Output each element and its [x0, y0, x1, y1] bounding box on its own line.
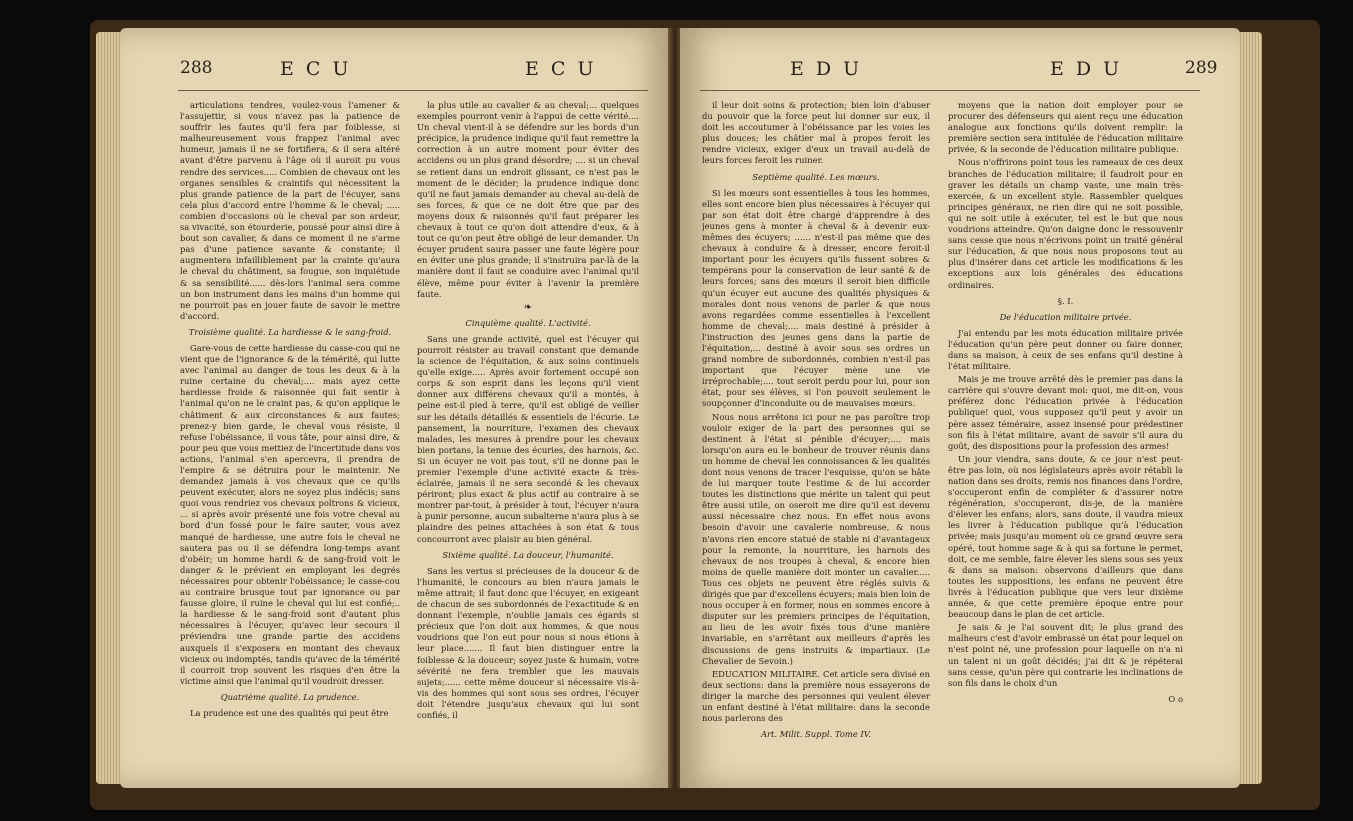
left-running-title-1: E C U	[280, 58, 352, 80]
left-page-number: 288	[180, 58, 213, 78]
section-heading: Septième qualité. Les mœurs.	[752, 171, 880, 182]
right-page-number: 289	[1185, 58, 1218, 78]
paragraph: Nous nous arrêtons ici pour ne pas paroître trop vouloir exiger de la part des personnes qui se destinent à l'état si pénible d'écuyer;.... mais lorsqu'on aura eu le bonheur de trouver réunis dans un homme de cheval les connoissances & les qualités dont nous venons de tracer l'esquisse, qu'on se hâte de lui marquer toute l'estime & de lui accorder toutes les distinctions que mérite un talent qui peut être aussi utile, on oseroit me dire qu'il est devenu aussi nécessaire chez nous. En effet nous avons besoin d'avoir une cavalerie nombreuse, & nous n'avons rien encore statué de stable ni d'avantageux pour la remonte, la nourriture, les harnois des chevaux de nos troupes à cheval, & encore bien moins de quelle manière doit monter un cavalier..... Tous ces objets ne peuvent être réglés suivis & dirigés que par d'excellens écuyers; mais bien loin de nous occuper à en former, nous en sommes encore à disputer sur les premiers principes de l'équitation, au lieu de les avoir fixés tous d'une manière invariable, en s'arrêtant aux meilleurs d'après les discussions de gens instruits & impartiaux. (Le Chevalier de Sevoin.)	[702, 411, 930, 666]
paragraph: Gare-vous de cette hardiesse du casse-cou qui ne vient que de l'ignorance & de la témérité, qui lutte avec l'animal au danger de tous les deux & à la ruine certaine du cheval;.... mais ayez cette hardiesse froide & raisonnée qui fait sentir à l'animal qu'on ne le craint pas, & qu'on applique le châtiment & aux circonstances & aux fautes; prenez-y bien garde, le cheval vous résiste, il refuse l'obéissance, il vous tâte, pour ainsi dire, & pour peu que vous mettiez de l'incertitude dans vos actions, l'animal s'en apercevra, il prendra de l'empire & se détruira pour le maintenir. Ne demandez jamais à vos chevaux que ce qu'ils peuvent exécuter, alors ne soyez plus indécis; sans quoi vous rendriez vos chevaux poltrons & vicieux, ... si après avoir présenté une fois votre cheval au bord d'un fossé pour le faire sauter, vous avez manqué de hardiesse, une autre fois le cheval ne sautera pas ou il se défendra long-temps avant d'obéir; un homme hardi & de sang-froid voit le danger & le prévient en employant les degrés nécessaires pour obtenir l'obéissance; le casse-cou au contraire brusque tout par ignorance ou par fausse gloire, il ruine le cheval qui lui est confié;.. la hardiesse & le sang-froid sont d'autant plus nécessaires à l'écuyer, qu'avec leur secours il préviendra une grande partie des accidens auxquels il s'exposera en montant des chevaux vicieux ou indomptés, tandis qu'avec de la témérité il courroit trop souvent les risques d'en être la victime ainsi que l'animal qu'il voudroit dresser.	[180, 342, 400, 686]
left-page-header	[120, 58, 670, 84]
section-heading: Sixième qualité. La douceur, l'humanité.	[442, 549, 614, 560]
paragraph: Sans une grande activité, quel est l'écuyer qui pourroit résister au travail constant que demande la science de l'équitation, & aux soins continuels qu'elle exige..... Après avoir fortement occupé son corps & son esprit dans les leçons qu'il vient donner aux différens chevaux qu'il a montés, à peine est-il pied à terre, qu'il est obligé de veiller sur les détails détaillés & essentiels de l'écurie. Le pansement, la nourriture, l'examen des chevaux malades, les mesures à prendre pour les chevaux bien portans, la tenue des écuries, des harnois, &c. Si un écuyer ne voit pas tout, s'il ne donne pas le premier l'exemple d'une activité exacte & très-éclairée, jamais il ne sera secondé & les chevaux périront; plus exact & plus actif au contraire à se montrer par-tout, à présider à tout, l'écuyer n'aura à punir personne, aucun subalterne n'aura plus à se plaindre des peines attachées à son état & tous concourront avec plaisir au bien général.	[417, 333, 639, 544]
right-column-2	[948, 100, 1183, 780]
paragraph: EDUCATION MILITAIRE. Cet article sera divisé en deux sections: dans la première nous essayerons de diriger la marche des personnes qui veulent élever un enfant destiné à l'état militaire: dans la seconde nous parlerons des	[702, 668, 930, 724]
section-number: §. I.	[1057, 295, 1074, 306]
paragraph: la plus utile au cavalier & au cheval;... quelques exemples pourront venir à l'appui de cette vérité.... Un cheval vient-il à se défendre sur les bords d'un précipice, la prudence indique qu'il faut remettre la correction à un autre moment pour éviter des accidens ou un plus grand désordre; .... si un cheval se retient dans un endroit glissant, ce n'est pas le moment de le décider; la prudence indique donc qu'il ne faut jamais demander au cheval au-delà de ses forces, & que ce ne doit être que par des moyens doux & raisonnés qu'il faut préparer les chevaux à tout ce qu'on doit attendre d'eux, & à tout ce qu'on peut être obligé de leur demander. Un écuyer prudent saura passer une faute légère pour en éviter une plus grande; il s'instruira par-là de la manière dont il faut se conduire avec l'animal qu'il élève, même pour éviter à l'avenir la première faute.	[417, 100, 639, 299]
paragraph: il leur doit soins & protection; bien loin d'abuser du pouvoir que la force peut lui donner sur eux, il doit les accoutumer à l'obéissance par les voies les plus douces; les châtier mal à propos feroit les rendre vicieux, exiger d'eux un travail au-delà de leurs forces feroit les ruiner.	[702, 100, 930, 166]
right-header-rule	[700, 90, 1200, 91]
section-heading: De l'éducation militaire privée.	[999, 311, 1132, 322]
paragraph: La prudence est une des qualités qui peut être	[190, 707, 389, 718]
left-column-1	[180, 100, 400, 780]
paragraph: Un jour viendra, sans doute, & ce jour n'est peut-être pas loin, où nos législateurs après avoir rétabli la nation dans ses droits, remis nos finances dans l'ordre, s'occuperont enfin de compléter & d'assurer notre régénération, s'occuperont, dis-je, de la manière d'élever les enfans; alors, sans doute, il vaudra mieux les livrer à l'éducation publique qu'à l'éducation privée; mais jusqu'au moment où ce grand œuvre sera opéré, tout homme sage & à qui sa fortune le permet, doit, ce me semble, faire élever les siens sous ses yeux & dans sa maison: observons d'ailleurs que dans toutes les suppositions, les enfans ne peuvent être livrés à l'éducation publique que vers leur dixième année, & que cette première époque entre pour beaucoup dans le plan de cet article.	[948, 453, 1183, 620]
signature-mark: O o	[1168, 693, 1183, 704]
paragraph: Sans les vertus si précieuses de la douceur & de l'humanité, le concours au bien n'aura jamais le même attrait; il faut donc que l'écuyer, en exigeant de chacun de ses subordonnés de l'exactitude & en donnant l'exemple, n'oublie jamais ces égards si précieux que l'on doit aux hommes, & que nous voudrions que l'on eut pour nous si nous étions à leur place....... Il faut bien distinguer entre la foiblesse & la douceur; soyez juste & humain, votre sévérité ne fera trembler que les mauvais sujets;...... cette même douceur si nécessaire vis-à-vis des hommes qui sont sous ses ordres, l'écuyer doit l'étendre jusqu'aux chevaux qui lui sont confiés, il	[417, 565, 639, 720]
section-heading: Cinquième qualité. L'activité.	[465, 317, 591, 328]
paragraph: moyens que la nation doit employer pour se procurer des défenseurs qui aient reçu une éducation analogue aux fonctions qu'ils doivent remplir: la première section sera intitulée de l'éducation militaire privée, & la seconde de l'éducation militaire publique.	[948, 100, 1183, 155]
page-edges-left	[96, 32, 122, 784]
right-running-title-2: E D U	[1050, 58, 1123, 80]
right-running-title-1: E D U	[790, 58, 863, 80]
section-heading: Troisième qualité. La hardiesse & le sang-froid.	[188, 326, 392, 337]
paragraph: Si les mœurs sont essentielles à tous les hommes, elles sont encore bien plus nécessaires à l'écuyer qui par son état doit être chargé d'apprendre à des jeunes gens à monter à cheval & à devenir eux-mêmes des écuyers; ...... n'est-il pas même que des chevaux à conduire & à dresser, encore feroit-il important pour les écuyers qu'ils fussent sobres & tempérans pour la conservation de leur santé & de leurs forces; sans des mœurs il seroit bien difficile qu'un écuyer eut aucune des qualités physiques & morales dont nous venons de parler & que nous avons regardées comme essentielles à l'excellent homme de cheval;.... mais destiné à présider à l'instruction des jeunes gens dans la partie de l'équitation,... destiné à avoir sous ses ordres un grand nombre de subordonnés, combien n'est-il pas important que l'écuyer mène une vie irréprochable;.... tout seroit perdu pour lui, pour son état, pour ses élèves, si l'on pouvoit seulement le soupçonner d'inconduite ou de mauvaises mœurs.	[702, 187, 930, 409]
paragraph: Je sais & je l'ai souvent dit; le plus grand des malheurs c'est d'avoir embrassé un état pour lequel on n'est point né, une profession pour laquelle on n'a ni un talent ni un goût décidés; j'ai dit & je répéterai sans cesse, qu'un père qui contrarie les inclinations de son fils dans le choix d'un	[948, 622, 1183, 688]
ornament: ❧	[523, 301, 533, 313]
paragraph: Nous n'offrirons point tous les rameaux de ces deux branches de l'éducation militaire; il faudroit pour en graver les détails un champ vaste, une main très-exercée, & un excellent style. Rassembler quelques principes généraux, ne rien dire qui ne soit possible, qui ne soit utile à exécuter, tel est le but que nous voudrions atteindre. Qu'on daigne donc le ressouvenir sans cesse que nous n'écrivons point un traité général sur l'éducation, & que nous nous proposons tout au plus d'insérer dans cet article les modifications & les exceptions aux lois générales des éducations ordinaires.	[948, 157, 1183, 290]
paragraph: J'ai entendu par les mots éducation militaire privée l'éducation qu'un père peut donner ou faire donner, dans sa maison, à ceux de ses enfans qu'il destine à l'état militaire.	[948, 327, 1183, 372]
left-header-rule	[178, 90, 648, 91]
section-heading: Quatrième qualité. La prudence.	[220, 691, 360, 702]
left-page	[120, 28, 670, 788]
right-column-1	[702, 100, 930, 780]
left-running-title-2: E C U	[525, 58, 597, 80]
left-column-2	[417, 100, 639, 780]
paragraph: Mais je me trouve arrêté dès le premier pas dans la carrière qui s'ouvre devant moi: quoi, me dit-on, vous préférez donc l'éducation privée à l'éducation publique! quoi, vous supposez qu'il peut y avoir un père assez téméraire, assez insensé pour prédestiner son fils à l'état militaire, avant de savoir s'il aura du goût, des dispositions pour la profession des armes!	[948, 374, 1183, 451]
page-footer-signature: Art. Milit. Suppl. Tome IV.	[761, 729, 871, 740]
right-page	[680, 28, 1240, 788]
paragraph: articulations tendres, voulez-vous l'amener & l'assujettir, si vous n'avez pas la patience de souffrir les fautes qu'il fera par foiblesse, si malheureusement vous frappez l'animal avec humeur, jamais il ne se fortifiera, & il sera altéré avant d'être parvenu à l'âge où il auroit pu vous rendre des services..... Combien de chevaux ont les organes sensibles & craintifs qui nécessitent la plus grande patience de la part de l'écuyer, sans cela plus d'accord entre l'homme & le cheval; ..... combien d'occasions où le cheval par son ardeur, sa vivacité, son étourderie, poussé pour ainsi dire à bout son cavalier, & dans ce moment il ne s'arme pas d'une patience savante & constante; il augmentera infailliblement par la crainte qu'aura le cheval du châtiment, sa fougue, son inquiétude & sa sensibilité...... dès-lors l'animal sera comme un bon instrument dans les mains d'un homme qui ne pourroit pas en jouer faute de savoir le mettre d'accord.	[180, 100, 400, 321]
page-edges-right	[1238, 32, 1262, 784]
right-page-header	[680, 58, 1240, 84]
